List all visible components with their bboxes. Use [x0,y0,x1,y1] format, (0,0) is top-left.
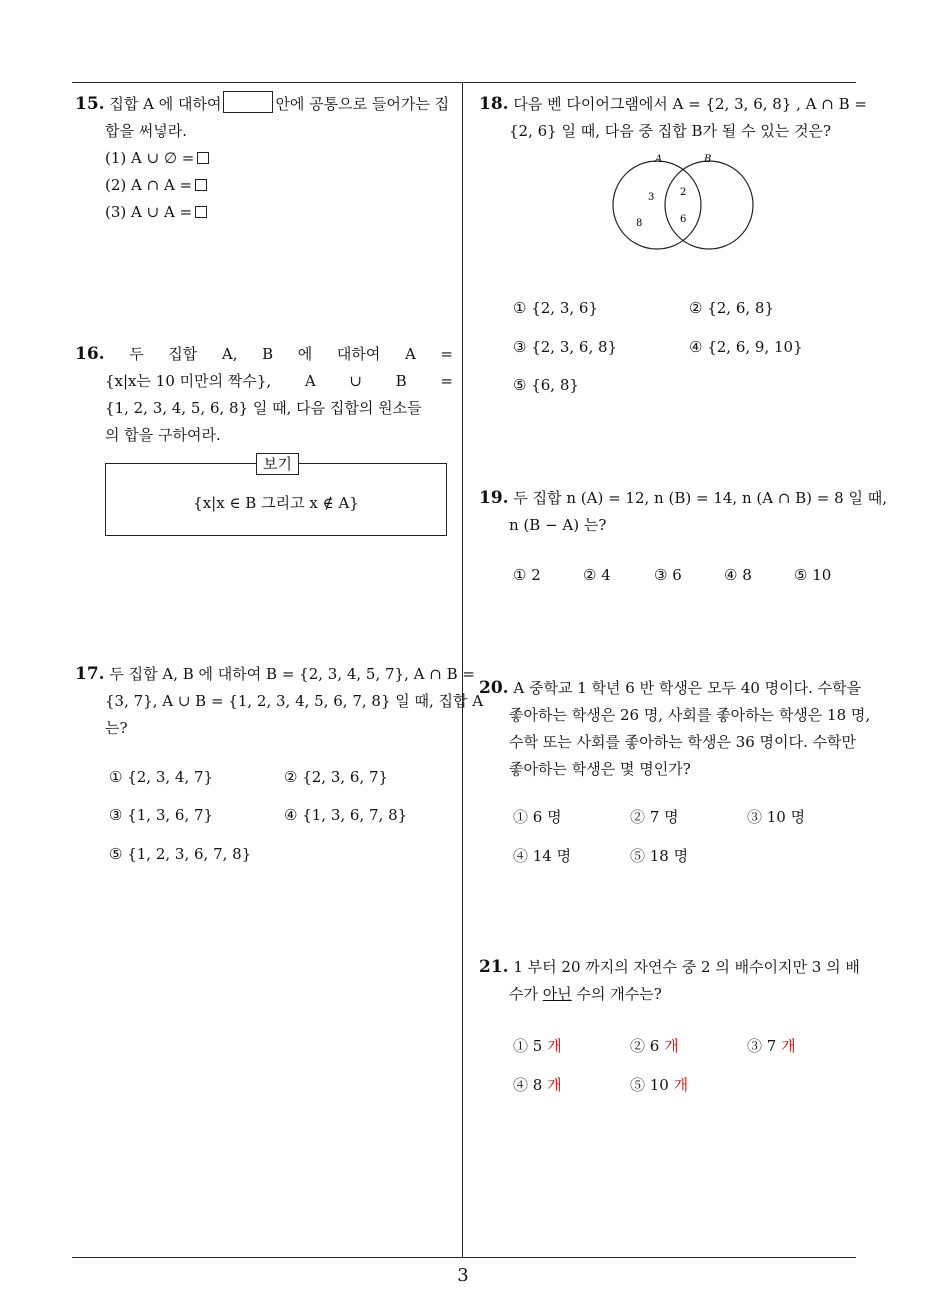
question-text: 1 부터 20 까지의 자연수 중 2 의 배수이지만 3 의 배 [513,958,860,976]
question-text: 좋아하는 학생은 26 명, 사회를 좋아하는 학생은 18 명, [509,706,871,724]
question-21 [479,954,859,1008]
choice-5[interactable]: ⑤ 18 명 [630,847,689,865]
choice-3[interactable]: ③ {1, 3, 6, 7} [109,806,214,824]
choice-3[interactable]: ③ {2, 3, 6, 8} [513,338,618,356]
sub-item: (3) A ∪ A = [75,199,455,226]
question-20 [479,675,871,783]
question-text: 집합 A 에 대하여 [109,95,222,113]
choice-5[interactable]: ⑤ 10 개 [630,1076,689,1094]
question-text: 수가 아닌 수의 개수는? [509,985,662,1003]
choice-5[interactable]: ⑤ {1, 2, 3, 6, 7, 8} [109,845,252,863]
question-19 [479,485,887,539]
question-number: 21. [479,957,509,977]
answer-blank [223,91,273,113]
choice-1[interactable]: ① 5 개 [513,1037,562,1055]
choice-5[interactable]: ⑤ {6, 8} [513,376,579,394]
top-rule [72,82,856,83]
question-text: 두 집합 n (A) = 12, n (B) = 14, n (A ∩ B) = 8 일 때, [513,489,887,507]
question-15 [75,91,455,226]
choice-3[interactable]: ③ 7 개 [747,1037,796,1055]
choice-1[interactable]: ① 2 [513,566,541,584]
venn-value: 6 [680,214,687,225]
square-blank-icon [195,179,207,191]
example-box-title: 보기 [256,453,299,475]
venn-value: 2 [680,187,687,198]
question-text: 수학 또는 사회를 좋아하는 학생은 36 명이다. 수학만 [509,733,857,751]
venn-circle-a [613,161,701,249]
emphasis-underline: 아닌 [542,985,572,1003]
choice-4[interactable]: ④ {2, 6, 9, 10} [689,338,803,356]
choice-4[interactable]: ④ 8 개 [513,1076,562,1094]
venn-circle-b [665,161,753,249]
choice-1[interactable]: ① 6 명 [513,808,562,826]
question-text: 합을 써넣라. [105,122,187,140]
example-box [105,455,447,536]
sub-item: (1) A ∪ ∅ = [75,145,455,172]
question-number: 16. [75,344,105,364]
example-box-content: {x|x ∈ B 그리고 x ∉ A} [193,494,359,512]
choice-4[interactable]: ④ {1, 3, 6, 7, 8} [284,806,408,824]
question-18 [479,91,867,145]
choice-4[interactable]: ④ 14 명 [513,847,572,865]
sub-item: (2) A ∩ A = [75,172,455,199]
square-blank-icon [197,152,209,164]
question-number: 18. [479,94,509,114]
venn-diagram [600,150,770,260]
question-text: 두 집합 A, B 에 대하여 B = {2, 3, 4, 5, 7}, A ∩ B = [109,665,475,683]
choice-2[interactable]: ② 6 개 [630,1037,679,1055]
choice-2[interactable]: ② 4 [583,566,611,584]
question-text: 다음 벤 다이어그램에서 A = {2, 3, 6, 8} , A ∩ B = [513,95,867,113]
choice-3[interactable]: ③ 6 [654,566,682,584]
choice-4[interactable]: ④ 8 [724,566,752,584]
question-text: {2, 6} 일 때, 다음 중 집합 B가 될 수 있는 것은? [509,122,832,140]
page-number: 3 [457,1265,469,1286]
question-text: A 중학교 1 학년 6 반 학생은 모두 40 명이다. 수학을 [513,679,862,697]
question-line: {x|x는 10 미만의 짝수}, A ∪ B = [105,372,453,390]
bottom-rule [72,1257,856,1258]
question-number: 20. [479,678,509,698]
question-text: 좋아하는 학생은 몇 명인가? [509,760,691,778]
question-text: n (B − A) 는? [509,516,607,534]
venn-value: 3 [648,192,655,203]
question-number: 17. [75,664,105,684]
question-line: {1, 2, 3, 4, 5, 6, 8} 일 때, 다음 집합의 원소들 [105,399,422,417]
question-text: {3, 7}, A ∪ B = {1, 2, 3, 4, 5, 6, 7, 8} 일 때, 집합 A [105,692,484,710]
question-17 [75,661,484,742]
venn-label-b: B [704,154,712,165]
question-text: 는? [105,719,128,737]
choice-2[interactable]: ② {2, 3, 6, 7} [284,768,389,786]
choice-5[interactable]: ⑤ 10 [794,566,832,584]
venn-value: 8 [636,218,643,229]
choice-2[interactable]: ② {2, 6, 8} [689,299,775,317]
choice-3[interactable]: ③ 10 명 [747,808,806,826]
question-16 [75,341,453,449]
question-number: 15. [75,94,105,114]
question-line: 의 합을 구하여라. [105,426,221,444]
square-blank-icon [195,206,207,218]
choice-2[interactable]: ② 7 명 [630,808,679,826]
question-number: 19. [479,488,509,508]
choice-1[interactable]: ① {2, 3, 4, 7} [109,768,214,786]
question-text: 안에 공통으로 들어가는 집 [275,95,450,113]
question-line: 16. 두 집합 A, B 에 대하여 A = [75,341,453,368]
choice-1[interactable]: ① {2, 3, 6} [513,299,599,317]
venn-label-a: A [655,154,663,165]
